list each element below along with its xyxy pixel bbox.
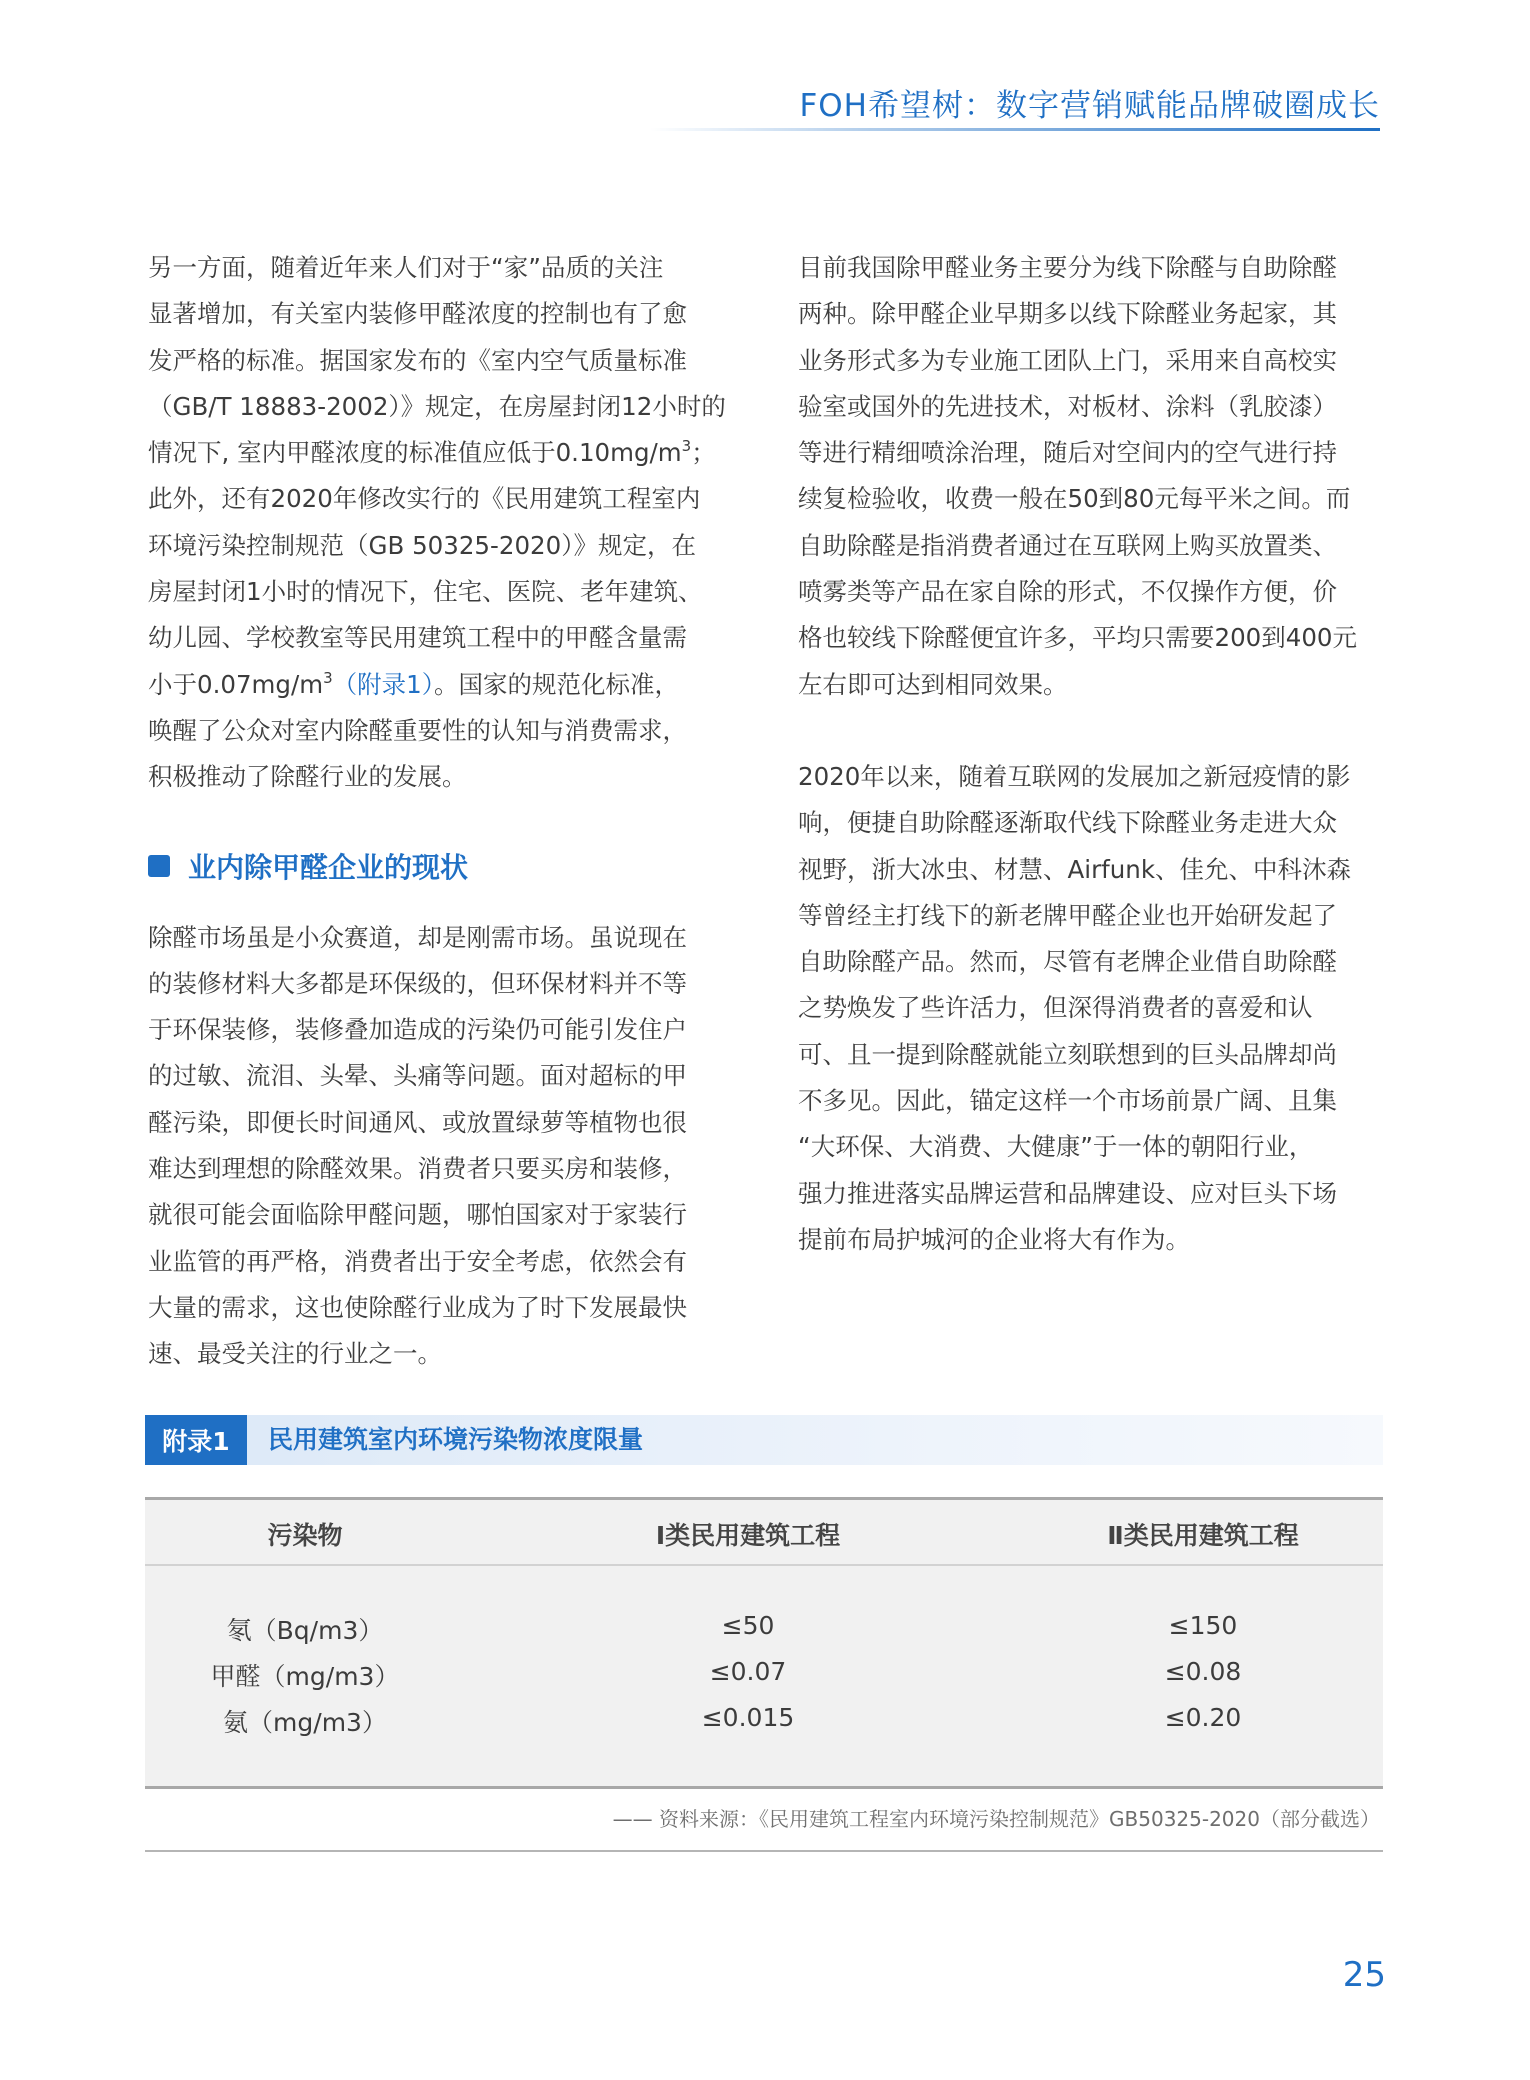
column-header: Ⅰ类民用建筑工程 <box>655 1521 841 1550</box>
paragraph-market: 除醛市场虽是小众赛道，却是刚需市场。虽说现在 的装修材料大多都是环保级的，但环保材料并不等 于环保装修，装修叠加造成的污染仍可能引发住户 的过敏、流泪、头晕、头痛等问题。面对超标的甲 醛污染，即便长时间通风、或放置绿萝等植物也很 难达到理想的除醛效果。消费者只要买房和装修， 就很可能会面临除甲醛问题，哪怕国家对于家装行 业监管的再严格，消费者出于安全考虑，依然会有 大量的需求，这也使除醛行业成为了时下发展最快 速、最受关注的行业之一。 <box>148 922 687 1369</box>
pollutant-limits-table <box>145 1497 1383 1789</box>
appendix-title-bar <box>145 1415 1383 1465</box>
table-cell: ≤50 <box>721 1611 775 1640</box>
appendix-title: 民用建筑室内环境污染物浓度限量 <box>268 1425 644 1454</box>
table-row <box>145 1657 1383 1703</box>
square-bullet-icon <box>148 855 170 877</box>
table-source-note: —— 资料来源：《民用建筑工程室内环境污染控制规范》GB50325-2020（部分截选） <box>612 1807 1380 1831</box>
table-cell: 氨（mg/m3） <box>223 1708 387 1737</box>
appendix-reference-link[interactable]: （附录1） <box>332 669 434 699</box>
table-cell: ≤0.015 <box>701 1703 795 1732</box>
appendix-tag: 附录1 <box>145 1415 247 1465</box>
table-cell: ≤0.07 <box>709 1657 787 1686</box>
column-header: Ⅱ类民用建筑工程 <box>1107 1521 1299 1550</box>
section-title: 业内除甲醛企业的现状 <box>188 850 469 884</box>
page-number: 25 <box>1342 1955 1386 1995</box>
table-cell: ≤0.08 <box>1164 1657 1242 1686</box>
table-cell: 甲醛（mg/m3） <box>210 1662 400 1691</box>
table-header-row <box>145 1500 1383 1566</box>
column-header: 污染物 <box>267 1521 343 1550</box>
header-divider <box>650 128 1380 131</box>
section-heading <box>148 843 733 889</box>
left-column <box>148 245 733 1378</box>
paragraph-industry-trend: 2020年以来，随着互联网的发展加之新冠疫情的影 响，便捷自助除醛逐渐取代线下除醛业务走进大众 视野，浙大冰虫、材慧、Airfunk、佳允、中科沐森 等曾经主打线下的新老牌甲醛企业也开始研发起了 自助除醛产品。然而，尽管有老牌企业借自助除醛 之势焕发了些许活力，但深得消费者的喜爱和认 可、且一提到除醛就能立刻联想到的巨头品牌却尚 不多见。因此，锚定这样一个市场前景广阔、且集 “大环保、大消费、大健康”于一体的朝阳行业， 强力推进落实品牌运营和品牌建设、应对巨头下场 提前布局护城河的企业将大有作为。 <box>798 761 1352 1254</box>
table-row <box>145 1703 1383 1749</box>
paragraph-standards: 另一方面，随着近年来人们对于“家”品质的关注 显著增加，有关室内装修甲醛浓度的控制也有了愈 发严格的标准。据国家发布的《室内空气质量标准 （GB/T 18883-2002）》规定，在房屋封闭12小时的 情况下, 室内甲醛浓度的标准值应低于$0.10mg/m^3$； 此外，还有2020年修改实行的《民用建筑工程室内 环境污染控制规范（GB 50325-2020）》规定，在 房屋封闭1小时的情况下，住宅、医院、老年建筑、 幼儿园、学校教室等民用建筑工程中的甲醛含量需 小于$0.07mg/m^3$（附录1）。国家的规范化标准， 唤醒了公众对室内除醛重要性的认知与消费需求， 积极推动了除醛行业的发展。 <box>148 253 726 792</box>
table-cell: ≤150 <box>1168 1611 1238 1640</box>
table-cell: ≤0.20 <box>1164 1703 1242 1732</box>
paragraph-business-types: 目前我国除甲醛业务主要分为线下除醛与自助除醛 两种。除甲醛企业早期多以线下除醛业务起家，其 业务形式多为专业施工团队上门，采用来自高校实 验室或国外的先进技术，对板材、涂料（乳胶漆） 等进行精细喷涂治理，随后对空间内的空气进行持 续复检验收，收费一般在50到80元每平米之间。而 自助除醛是指消费者通过在互联网上购买放置类、 喷雾类等产品在家自除的形式，不仅操作方便，价 格也较线下除醛便宜许多，平均只需要200到400元 左右即可达到相同效果。 <box>798 253 1358 699</box>
right-column <box>798 245 1383 1263</box>
table-row <box>145 1611 1383 1657</box>
table-cell: 氡（Bq/m3） <box>226 1616 384 1645</box>
footer-divider <box>145 1850 1383 1852</box>
running-header-title: FOH希望树：数字营销赋能品牌破圈成长 <box>799 88 1380 124</box>
